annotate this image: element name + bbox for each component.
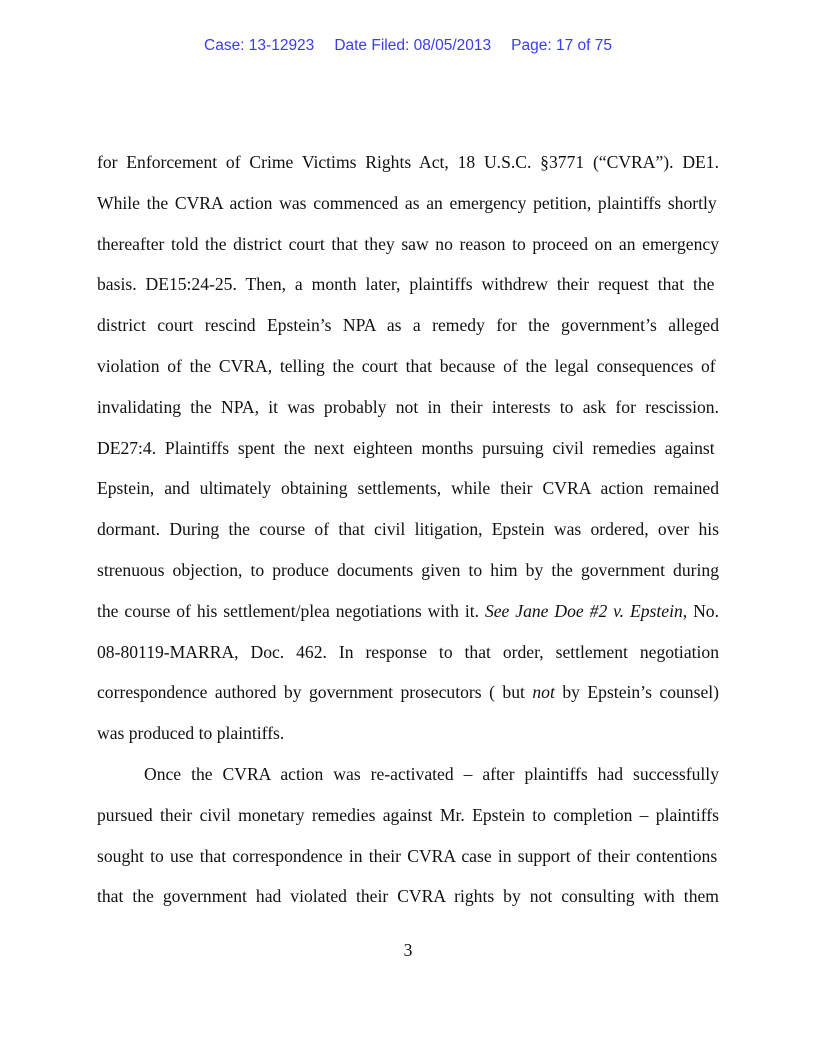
text-line — [97, 550, 719, 591]
line-text: Once the CVRA action was re-activated – after plaintiffs had successfully — [144, 763, 719, 784]
line-text: basis. DE15:24-25. Then, a month later, plaintiffs withdrew their request that the — [97, 274, 715, 295]
text-line-content — [97, 224, 719, 265]
text-line — [97, 672, 719, 713]
text-line-content — [97, 836, 717, 877]
line-text: was produced to plaintiffs. — [97, 723, 285, 744]
text-line — [97, 468, 719, 509]
case-header — [0, 37, 816, 55]
text-line-content — [97, 428, 715, 469]
text-line-content — [97, 305, 719, 346]
text-line — [97, 754, 719, 795]
line-text: pursued their civil monetary remedies against Mr. Epstein to completion – plaintiffs — [97, 804, 719, 825]
case-number: Case: 13-12923 — [204, 37, 315, 54]
text-line — [97, 632, 719, 673]
text-line — [97, 346, 719, 387]
text-line-content — [97, 387, 719, 428]
date-filed: Date Filed: 08/05/2013 — [334, 37, 492, 54]
text-line-content — [144, 754, 719, 795]
line-text: that the government had violated their CVRA rights by not consulting with them — [97, 886, 719, 907]
text-line — [97, 876, 719, 917]
italic-text: not — [532, 682, 555, 703]
line-text: Epstein, and ultimately obtaining settlements, while their CVRA action remained — [97, 478, 719, 499]
text-line — [97, 387, 719, 428]
line-text: 08-80119-MARRA, Doc. 462. In response to that order, settlement negotiation — [97, 641, 719, 662]
text-line-content — [97, 346, 716, 387]
text-line-content — [97, 509, 719, 550]
document-body — [97, 142, 719, 917]
text-line-content — [97, 672, 719, 713]
text-line — [97, 713, 719, 754]
line-text: violation of the CVRA, telling the court that because of the legal consequences of — [97, 355, 716, 376]
text-line-content — [97, 795, 719, 836]
text-line-content — [97, 876, 719, 917]
text-line — [97, 305, 719, 346]
line-text: dormant. During the course of that civil litigation, Epstein was ordered, over his — [97, 519, 719, 540]
text-line — [97, 183, 719, 224]
line-text: correspondence authored by government prosecutors ( but — [97, 682, 533, 703]
text-line-content — [97, 713, 284, 754]
text-line — [97, 224, 719, 265]
text-line — [97, 509, 719, 550]
line-text: While the CVRA action was commenced as an emergency petition, plaintiffs shortly — [97, 192, 717, 213]
text-line-content — [97, 550, 719, 591]
text-line-content — [97, 632, 719, 673]
line-text: the course of his settlement/plea negotiations with it. — [97, 600, 485, 621]
line-text: thereafter told the district court that they saw no reason to proceed on an emergency — [97, 233, 719, 254]
line-text: for Enforcement of Crime Victims Rights Act, 18 U.S.C. §3771 (“CVRA”). DE1. — [97, 152, 719, 172]
text-line-content — [97, 591, 719, 632]
text-line — [97, 142, 719, 183]
text-line — [97, 795, 719, 836]
text-line — [97, 428, 719, 469]
text-line — [97, 836, 719, 877]
text-line-content — [97, 142, 719, 183]
line-text: by Epstein’s counsel) — [554, 682, 719, 703]
line-text: , No. — [682, 600, 719, 621]
text-line-content — [97, 468, 719, 509]
line-text: strenuous objection, to produce documents given to him by the government during — [97, 559, 719, 580]
text-line-content — [97, 183, 717, 224]
text-line — [97, 591, 719, 632]
line-text: invalidating the NPA, it was probably not in their interests to ask for rescission. — [97, 396, 719, 417]
line-text: district court rescind Epstein’s NPA as a remedy for the government’s alleged — [97, 315, 719, 336]
text-line — [97, 264, 719, 305]
text-line-content — [97, 264, 715, 305]
page-count: Page: 17 of 75 — [511, 37, 612, 54]
page-number: 3 — [403, 940, 413, 960]
line-text: sought to use that correspondence in their CVRA case in support of their contentions — [97, 845, 718, 866]
line-text: DE27:4. Plaintiffs spent the next eighteen months pursuing civil remedies against — [97, 437, 715, 458]
italic-text: See Jane Doe #2 v. Epstein — [484, 600, 683, 621]
